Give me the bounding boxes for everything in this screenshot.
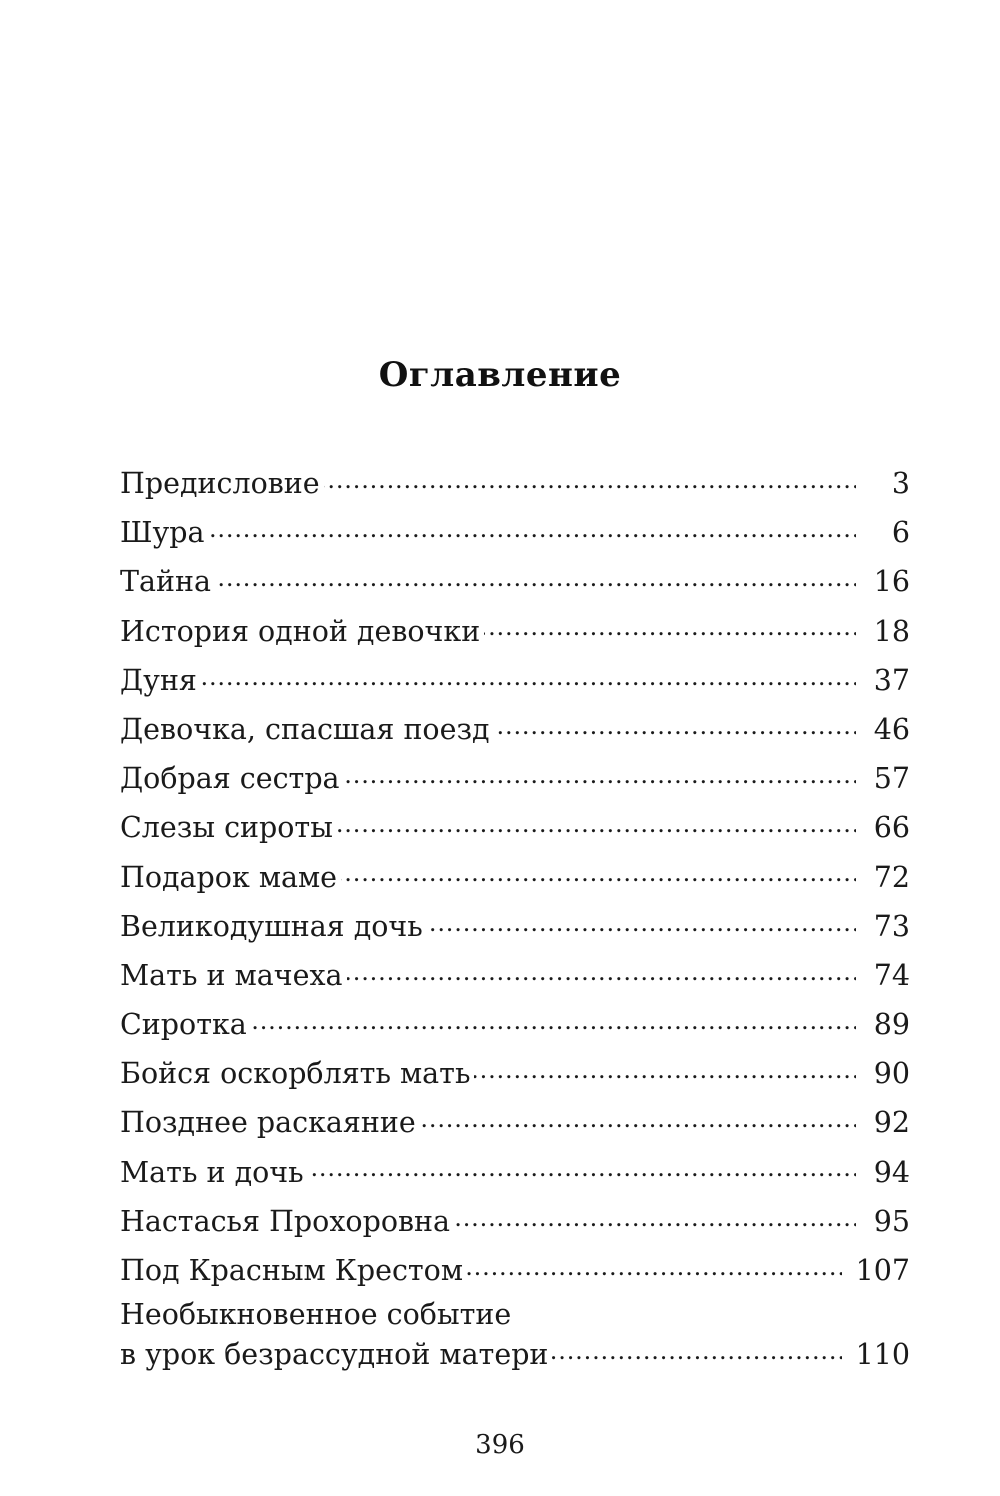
toc-entry	[120, 557, 910, 606]
toc-entry-title: Добрая сестра	[120, 762, 340, 796]
toc-entry	[120, 1246, 910, 1295]
dot-leader	[251, 1006, 856, 1035]
dot-leader	[484, 612, 856, 641]
page-number: 396	[475, 1430, 525, 1460]
toc-entry	[120, 754, 910, 803]
toc-entry-page: 57	[873, 762, 910, 796]
toc-entry-page: 94	[873, 1155, 910, 1189]
table-of-contents	[120, 459, 910, 1375]
dot-leader	[337, 809, 856, 838]
toc-entry	[120, 1197, 910, 1246]
toc-entry-page: 95	[873, 1204, 910, 1238]
toc-entry-title-block	[120, 1295, 910, 1375]
dot-leader	[552, 1336, 841, 1365]
toc-entry-page: 66	[873, 811, 910, 845]
dot-leader	[324, 465, 856, 494]
dot-leader	[201, 661, 856, 690]
toc-entry-page: 18	[873, 614, 910, 648]
toc-entry-title: Шура	[120, 516, 205, 550]
toc-entry-title: Девочка, спасшая поезд	[120, 712, 490, 746]
toc-entry	[120, 853, 910, 902]
toc-entry-page: 3	[891, 467, 910, 500]
toc-entry-title: Тайна	[120, 565, 211, 599]
toc-entry-multiline	[120, 1295, 910, 1375]
dot-leader	[420, 1104, 856, 1133]
toc-entry-page: 37	[873, 663, 910, 697]
toc-entry-page: 89	[873, 1008, 910, 1042]
toc-entry-title: История одной девочки	[120, 614, 481, 648]
toc-entry	[120, 902, 910, 951]
toc-entry-title: Бойся оскорблять мать	[120, 1057, 471, 1091]
toc-entry-page: 46	[873, 712, 910, 746]
toc-entry-title: Настасья Прохоровна	[120, 1204, 451, 1238]
toc-entry-title: Позднее раскаяние	[120, 1106, 416, 1140]
toc-entry	[120, 951, 910, 1000]
dot-leader	[215, 563, 856, 592]
toc-entry-page: 92	[873, 1106, 910, 1140]
toc-entry-page: 16	[873, 565, 910, 599]
dot-leader	[467, 1252, 842, 1281]
dot-leader	[474, 1055, 856, 1084]
toc-entry	[120, 508, 910, 557]
toc-entry	[120, 1148, 910, 1197]
toc-entry	[120, 1098, 910, 1147]
toc-entry-title: Подарок маме	[120, 860, 338, 894]
dot-leader	[494, 710, 856, 739]
toc-entry-title: Дуня	[120, 663, 197, 697]
toc-entry-title: Мать и дочь	[120, 1155, 304, 1189]
toc-entry	[120, 656, 910, 705]
toc-entry-page: 90	[873, 1057, 910, 1091]
dot-leader	[209, 514, 856, 543]
toc-entry	[120, 1000, 910, 1049]
toc-entry-title-line2-row	[120, 1335, 910, 1375]
toc-entry-page: 6	[891, 516, 910, 550]
toc-entry-title: Мать и мачеха	[120, 958, 343, 992]
toc-entry	[120, 803, 910, 852]
toc-entry-title: Слезы сироты	[120, 811, 333, 845]
toc-entry-page: 73	[873, 909, 910, 943]
toc-entry-page: 110	[855, 1338, 910, 1372]
toc-entry-title: Предисловие	[120, 467, 320, 500]
toc-entry	[120, 607, 910, 656]
toc-entry-title: Великодушная дочь	[120, 909, 423, 943]
dot-leader	[454, 1202, 856, 1231]
dot-leader	[341, 858, 856, 887]
dot-leader	[308, 1153, 856, 1182]
page-title: Оглавление	[378, 355, 622, 395]
dot-leader	[347, 956, 856, 985]
dot-leader	[427, 907, 856, 936]
toc-entry-page: 72	[873, 860, 910, 894]
dot-leader	[344, 760, 856, 789]
toc-entry-page: 74	[873, 958, 910, 992]
toc-entry	[120, 459, 910, 508]
toc-entry-page: 107	[855, 1254, 910, 1287]
toc-entry-title-line2: в урок безрассудной матери	[120, 1338, 549, 1372]
toc-entry-title: Сиротка	[120, 1008, 247, 1042]
toc-entry-title-line1: Необыкновенное событие	[120, 1298, 512, 1332]
toc-entry	[120, 705, 910, 754]
toc-entry	[120, 1049, 910, 1098]
toc-entry-title: Под Красным Крестом	[120, 1254, 464, 1287]
